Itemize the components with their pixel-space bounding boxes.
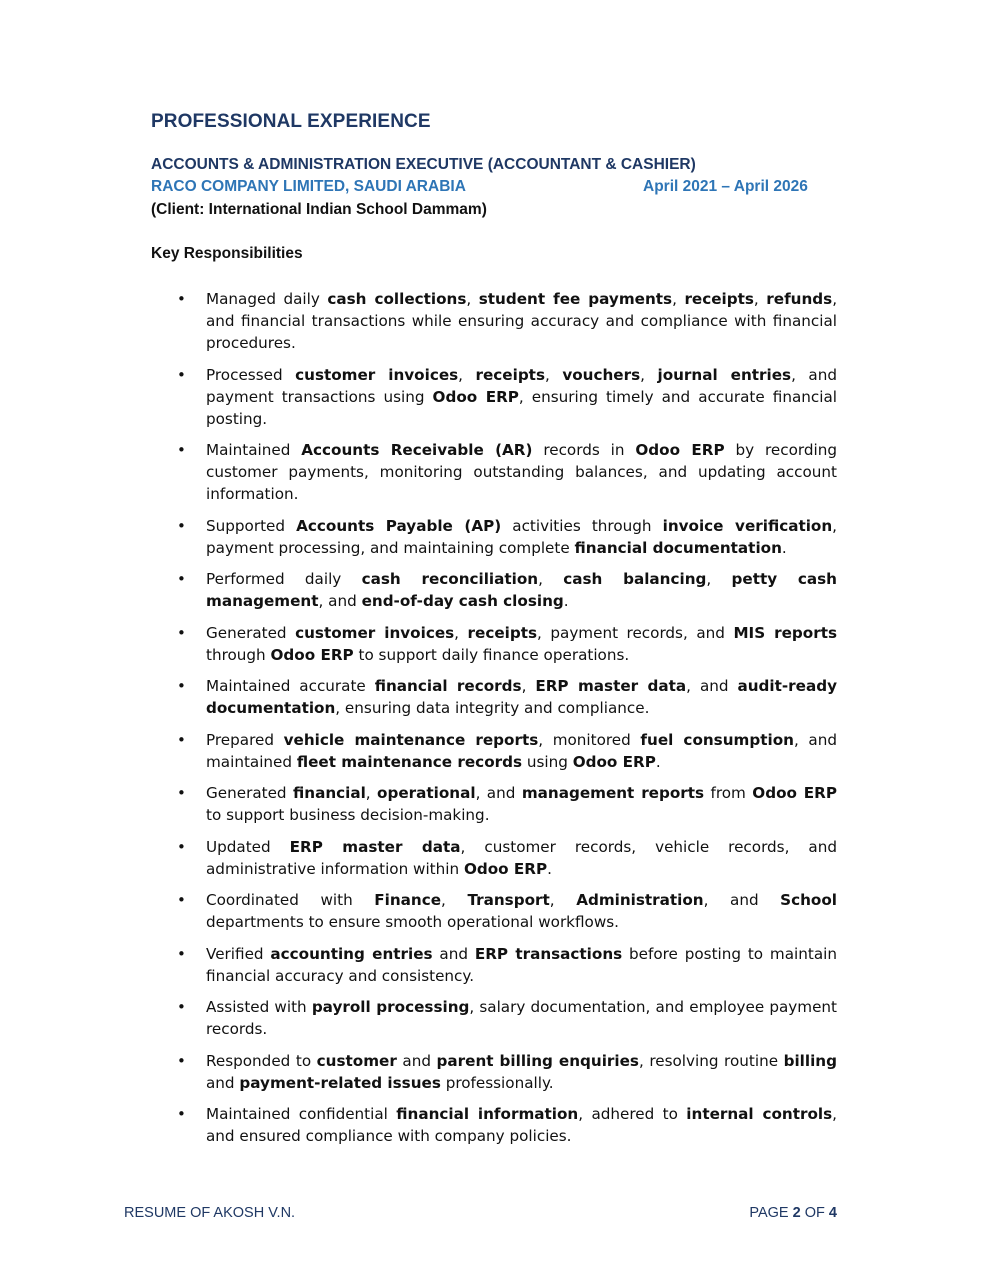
- responsibility-text: , and: [318, 592, 362, 610]
- responsibility-item: [206, 943, 837, 987]
- responsibility-keyword: cash balancing: [563, 570, 707, 588]
- responsibility-text: ,: [466, 290, 479, 308]
- responsibility-text: Updated: [206, 837, 290, 856]
- responsibility-text: , customer records, vehicle records, and administrative information within: [206, 837, 837, 878]
- section-title: PROFESSIONAL EXPERIENCE: [151, 111, 431, 132]
- responsibility-item: [206, 889, 837, 933]
- responsibility-keyword: Odoo ERP: [463, 859, 548, 878]
- responsibility-text: , and maintained: [206, 730, 837, 771]
- responsibility-text: , monitored: [538, 730, 641, 749]
- responsibility-text: .: [563, 592, 569, 610]
- responsibility-text: , and: [475, 784, 522, 802]
- responsibility-text: Maintained: [206, 441, 302, 459]
- responsibility-text: by recording customer payments, monitoring outstanding balances, and updating account information.: [206, 441, 837, 503]
- responsibility-text: ,: [454, 623, 468, 642]
- responsibility-keyword: student fee payments: [478, 290, 673, 308]
- responsibility-text: , and financial transactions while ensuring accuracy and compliance with financial procedures.: [206, 290, 838, 352]
- responsibility-keyword: Odoo ERP: [635, 441, 725, 459]
- responsibility-keyword: end-of-day cash closing: [361, 592, 564, 610]
- responsibility-text: ,: [521, 677, 536, 695]
- responsibility-text: ,: [753, 290, 767, 308]
- responsibility-text: Maintained accurate: [206, 677, 375, 695]
- responsibility-keyword: Odoo ERP: [572, 752, 656, 771]
- responsibility-keyword: payment-related issues: [239, 1073, 441, 1092]
- responsibility-text: .: [547, 859, 552, 878]
- responsibility-text: Coordinated with: [206, 891, 375, 909]
- responsibility-keyword: Accounts Receivable (AR): [301, 441, 533, 459]
- responsibility-text: , ensuring timely and accurate financial posting.: [206, 387, 837, 428]
- responsibility-keyword: Odoo ERP: [752, 784, 838, 802]
- responsibility-keyword: Finance: [374, 891, 442, 909]
- responsibility-text: from: [704, 784, 753, 802]
- responsibility-item: [206, 1103, 837, 1147]
- responsibility-keyword: parent billing enquiries: [436, 1051, 639, 1070]
- client-line: (Client: International Indian School Dammam): [151, 201, 487, 218]
- key-responsibilities-heading: Key Responsibilities: [151, 245, 303, 262]
- responsibility-keyword: Odoo ERP: [432, 387, 519, 406]
- responsibility-keyword: accounting entries: [270, 944, 433, 963]
- responsibility-text: ,: [458, 365, 476, 384]
- responsibility-text: , adhered to: [578, 1105, 687, 1123]
- responsibility-text: Performed daily: [206, 570, 362, 588]
- responsibility-text: professionally.: [440, 1073, 554, 1092]
- responsibility-text: ,: [672, 290, 685, 308]
- footer-resume-name: RESUME OF AKOSH V.N.: [124, 1205, 296, 1221]
- responsibility-text: Supported: [206, 516, 297, 535]
- responsibility-keyword: Odoo ERP: [270, 645, 354, 664]
- responsibility-text: , ensuring data integrity and compliance.: [335, 699, 650, 717]
- responsibility-text: , and: [703, 891, 781, 909]
- responsibility-keyword: vouchers: [562, 365, 641, 384]
- responsibility-text: , payment processing, and maintaining complete: [206, 516, 837, 557]
- company-name: RACO COMPANY LIMITED, SAUDI ARABIA: [151, 178, 466, 195]
- responsibility-text: ,: [538, 570, 564, 588]
- responsibility-text: , and ensured compliance with company policies.: [206, 1105, 837, 1145]
- responsibility-item: [206, 439, 837, 505]
- responsibility-keyword: ERP master data: [535, 677, 687, 695]
- responsibility-item: [206, 364, 837, 430]
- responsibility-text: Managed daily: [206, 290, 328, 308]
- responsibility-text: ,: [545, 365, 563, 384]
- responsibility-text: and: [396, 1051, 437, 1070]
- responsibility-text: ,: [549, 891, 577, 909]
- page-prefix: PAGE: [749, 1205, 793, 1221]
- responsibility-keyword: payroll processing: [311, 998, 470, 1016]
- responsibility-text: .: [655, 752, 661, 771]
- responsibility-text: Responded to: [206, 1051, 317, 1070]
- responsibility-text: Maintained confidential: [206, 1105, 397, 1123]
- responsibility-item: [206, 836, 837, 880]
- responsibility-text: Processed: [206, 365, 296, 384]
- responsibility-text: and: [432, 944, 475, 963]
- responsibility-keyword: cash collections: [327, 290, 467, 308]
- page-total: 4: [828, 1205, 837, 1221]
- responsibility-keyword: refunds: [766, 290, 833, 308]
- responsibility-keyword: receipts: [684, 290, 754, 308]
- responsibility-text: , salary documentation, and employee payment records.: [206, 998, 837, 1038]
- responsibility-item: [206, 568, 837, 612]
- responsibility-keyword: financial: [293, 784, 366, 802]
- responsibility-text: ,: [706, 570, 732, 588]
- responsibility-keyword: financial information: [396, 1105, 579, 1123]
- responsibility-item: [206, 675, 837, 719]
- responsibility-keyword: receipts: [475, 365, 545, 384]
- responsibility-text: records in: [532, 441, 636, 459]
- responsibility-text: ,: [441, 891, 468, 909]
- responsibility-keyword: billing: [783, 1051, 837, 1070]
- responsibility-keyword: operational: [377, 784, 476, 802]
- responsibility-item: [206, 782, 837, 826]
- responsibilities-list: [206, 288, 837, 1157]
- page-current: 2: [792, 1205, 801, 1221]
- responsibility-text: Prepared: [206, 730, 284, 749]
- responsibility-text: using: [522, 752, 573, 771]
- responsibility-keyword: School: [780, 891, 837, 909]
- responsibility-keyword: management reports: [521, 784, 705, 802]
- responsibility-keyword: customer invoices: [295, 365, 459, 384]
- responsibility-item: [206, 996, 837, 1040]
- responsibility-keyword: vehicle maintenance reports: [283, 730, 539, 749]
- responsibility-keyword: customer: [316, 1051, 397, 1070]
- responsibility-text: , and payment transactions using: [206, 365, 837, 406]
- job-title: ACCOUNTS & ADMINISTRATION EXECUTIVE (ACCOUNTANT & CASHIER): [151, 156, 696, 173]
- responsibility-text: to support business decision-making.: [206, 806, 490, 824]
- responsibility-keyword: fleet maintenance records: [296, 752, 523, 771]
- responsibility-keyword: customer invoices: [295, 623, 455, 642]
- responsibility-text: .: [781, 538, 787, 557]
- responsibility-keyword: internal controls: [686, 1105, 833, 1123]
- responsibility-item: [206, 288, 837, 354]
- responsibility-keyword: Transport: [467, 891, 550, 909]
- responsibility-text: Verified: [206, 944, 271, 963]
- responsibility-item: [206, 729, 837, 773]
- responsibility-text: ,: [640, 365, 658, 384]
- responsibility-text: through: [206, 645, 271, 664]
- responsibility-item: [206, 1050, 837, 1094]
- responsibility-text: , payment records, and: [537, 623, 734, 642]
- responsibility-item: [206, 515, 837, 559]
- responsibility-text: , and: [686, 677, 738, 695]
- responsibility-keyword: financial documentation: [574, 538, 782, 557]
- responsibility-keyword: audit-ready documentation: [206, 677, 837, 717]
- responsibility-keyword: receipts: [467, 623, 538, 642]
- responsibility-keyword: journal entries: [657, 365, 792, 384]
- responsibility-keyword: financial records: [374, 677, 522, 695]
- responsibility-text: , resolving routine: [638, 1051, 784, 1070]
- responsibility-keyword: Accounts Payable (AP): [296, 516, 502, 535]
- responsibility-text: and: [206, 1073, 240, 1092]
- responsibility-text: ,: [365, 784, 378, 802]
- responsibility-text: before posting to maintain financial accuracy and consistency.: [206, 944, 837, 985]
- responsibility-text: Generated: [206, 623, 296, 642]
- responsibility-keyword: fuel consumption: [640, 730, 794, 749]
- responsibility-text: Assisted with: [206, 998, 312, 1016]
- footer-page-number: [749, 1205, 837, 1221]
- page-separator: OF: [800, 1205, 829, 1221]
- responsibility-text: Generated: [206, 784, 293, 802]
- responsibility-keyword: invoice verification: [662, 516, 833, 535]
- responsibility-keyword: petty cash management: [206, 570, 837, 610]
- responsibility-keyword: Administration: [576, 891, 704, 909]
- responsibility-text: departments to ensure smooth operational workflows.: [206, 913, 619, 931]
- responsibility-text: activities through: [501, 516, 663, 535]
- responsibility-keyword: ERP master data: [289, 837, 461, 856]
- responsibility-text: to support daily finance operations.: [353, 645, 630, 664]
- responsibility-keyword: MIS reports: [733, 623, 838, 642]
- responsibility-keyword: cash reconciliation: [361, 570, 539, 588]
- responsibility-item: [206, 622, 837, 666]
- responsibility-keyword: ERP transactions: [474, 944, 623, 963]
- employment-dates: April 2021 – April 2026: [643, 178, 808, 195]
